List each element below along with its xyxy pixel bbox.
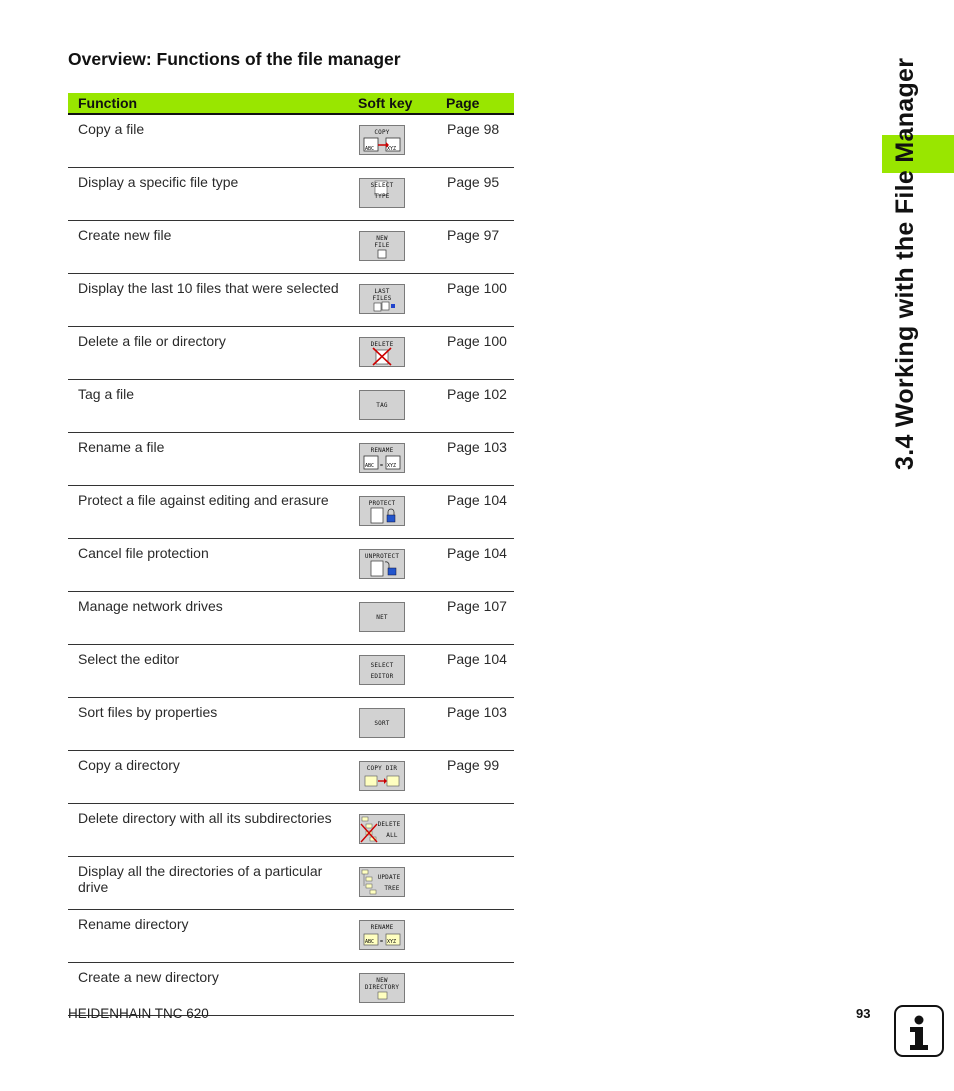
table-row <box>68 168 514 221</box>
header-page: Page <box>446 93 514 114</box>
function-cell: Display the last 10 files that were selected <box>68 274 358 327</box>
softkey-sublabel: FILES <box>372 295 392 302</box>
page-cell: Page 100 <box>446 327 514 380</box>
page-number: 93 <box>856 1006 871 1021</box>
svg-text:ABC: ABC <box>365 939 375 945</box>
function-cell: Display a specific file type <box>68 168 358 221</box>
page-cell: Page 99 <box>446 751 514 804</box>
tag-softkey[interactable] <box>359 390 405 420</box>
unprotect-softkey[interactable] <box>359 549 405 579</box>
page-cell: Page 100 <box>446 274 514 327</box>
softkey-sublabel: ALL <box>386 832 398 839</box>
page-cell: Page 104 <box>446 539 514 592</box>
page-cell: Page 97 <box>446 221 514 274</box>
softkey-label: NEW <box>376 977 388 984</box>
softkey-label: COPY DIR <box>366 765 398 772</box>
softkey-label: NEW <box>376 235 388 242</box>
function-cell: Cancel file protection <box>68 539 358 592</box>
copy-file-icon <box>360 126 404 154</box>
header-function: Function <box>68 93 358 114</box>
softkey-label: RENAME <box>370 924 394 931</box>
copy-dir-softkey[interactable] <box>359 761 405 791</box>
svg-text:XYZ: XYZ <box>387 463 397 469</box>
copy-folder-icon <box>360 762 404 790</box>
softkey-label: PROTECT <box>368 500 396 507</box>
protect-softkey[interactable] <box>359 496 405 526</box>
svg-text:ABC: ABC <box>365 463 375 469</box>
new-directory-softkey[interactable] <box>359 973 405 1003</box>
page-cell: Page 104 <box>446 645 514 698</box>
last-files-icon <box>360 285 404 313</box>
new-file-softkey[interactable] <box>359 231 405 261</box>
copy-file-softkey[interactable] <box>359 125 405 155</box>
function-cell: Create a new directory <box>68 963 358 1016</box>
page-title: Overview: Functions of the file manager <box>68 49 401 69</box>
table-row <box>68 592 514 645</box>
page-cell: Page 103 <box>446 433 514 486</box>
table-row <box>68 857 514 910</box>
page-cell: Page 107 <box>446 592 514 645</box>
update-tree-softkey[interactable] <box>359 867 405 897</box>
softkey-label: UPDATE <box>377 874 401 881</box>
softkey-label: UNPROTECT <box>364 553 400 560</box>
footer-product: HEIDENHAIN TNC 620 <box>68 1006 209 1021</box>
function-cell: Tag a file <box>68 380 358 433</box>
delete-all-softkey[interactable] <box>359 814 405 844</box>
function-cell: Protect a file against editing and erasure <box>68 486 358 539</box>
function-cell: Manage network drives <box>68 592 358 645</box>
page-cell: Page 98 <box>446 114 514 168</box>
page-cell <box>446 857 514 910</box>
softkey-sublabel: FILE <box>374 242 390 249</box>
info-icon <box>894 1005 944 1057</box>
softkey-label: RENAME <box>370 447 394 454</box>
side-chapter-title: 3.4 Working with the File Manager <box>891 57 919 470</box>
svg-text:XYZ: XYZ <box>387 939 397 945</box>
page-cell: Page 102 <box>446 380 514 433</box>
page-cell <box>446 804 514 857</box>
function-cell: Rename directory <box>68 910 358 963</box>
table-header-row <box>68 93 514 114</box>
table-row <box>68 910 514 963</box>
delete-icon <box>360 338 404 366</box>
softkey-label: TAG <box>376 402 388 409</box>
table-row <box>68 539 514 592</box>
functions-table <box>68 93 514 1016</box>
function-cell: Display all the directories of a particular drive <box>68 857 358 910</box>
function-cell: Copy a file <box>68 114 358 168</box>
net-softkey[interactable] <box>359 602 405 632</box>
page-cell: Page 103 <box>446 698 514 751</box>
select-type-softkey[interactable] <box>359 178 405 208</box>
softkey-sublabel: TREE <box>384 885 400 892</box>
softkey-label: DELETE <box>377 821 401 828</box>
new-file-icon <box>360 232 404 260</box>
table-row <box>68 751 514 804</box>
function-cell: Delete a file or directory <box>68 327 358 380</box>
last-files-softkey[interactable] <box>359 284 405 314</box>
page-cell <box>446 963 514 1016</box>
page-cell: Page 104 <box>446 486 514 539</box>
table-row <box>68 645 514 698</box>
svg-text:=: = <box>380 939 384 945</box>
function-cell: Rename a file <box>68 433 358 486</box>
sort-softkey[interactable] <box>359 708 405 738</box>
softkey-label: SORT <box>374 720 390 727</box>
softkey-label: DELETE <box>370 341 394 348</box>
table-row <box>68 274 514 327</box>
table-row <box>68 698 514 751</box>
table-row <box>68 804 514 857</box>
table-row <box>68 114 514 168</box>
softkey-sublabel: DIRECTORY <box>364 984 400 991</box>
select-editor-softkey[interactable] <box>359 655 405 685</box>
page-cell <box>446 910 514 963</box>
function-cell: Copy a directory <box>68 751 358 804</box>
table-row <box>68 327 514 380</box>
unlock-icon <box>360 550 404 578</box>
page-cell: Page 95 <box>446 168 514 221</box>
svg-text:ABC: ABC <box>365 146 375 152</box>
softkey-label: COPY <box>374 129 390 136</box>
lock-icon <box>360 497 404 525</box>
function-cell: Select the editor <box>68 645 358 698</box>
table-row <box>68 486 514 539</box>
rename-folder-icon <box>360 921 404 949</box>
new-folder-icon <box>360 974 404 1002</box>
softkey-label: NET <box>376 614 388 621</box>
softkey-label: SELECT <box>370 662 394 669</box>
svg-text:=: = <box>380 463 384 469</box>
table-row <box>68 221 514 274</box>
svg-text:XYZ: XYZ <box>387 146 397 152</box>
function-cell: Create new file <box>68 221 358 274</box>
rename-file-softkey[interactable] <box>359 443 405 473</box>
header-softkey: Soft key <box>358 93 446 114</box>
softkey-sublabel: TYPE <box>374 193 390 200</box>
rename-dir-softkey[interactable] <box>359 920 405 950</box>
table-row <box>68 433 514 486</box>
softkey-label: SELECT <box>370 182 394 189</box>
softkey-sublabel: EDITOR <box>370 673 394 680</box>
softkey-label: LAST <box>374 288 390 295</box>
function-cell: Sort files by properties <box>68 698 358 751</box>
delete-softkey[interactable] <box>359 337 405 367</box>
table-row <box>68 380 514 433</box>
rename-file-icon <box>360 444 404 472</box>
function-cell: Delete directory with all its subdirectories <box>68 804 358 857</box>
